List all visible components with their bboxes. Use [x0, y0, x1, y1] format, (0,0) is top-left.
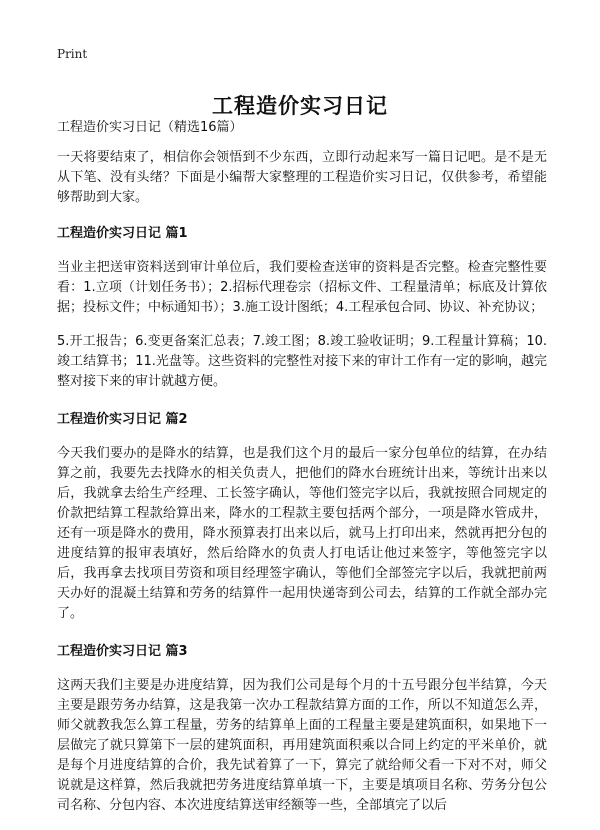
- page-title: 工程造价实习日记: [212, 94, 388, 119]
- section-heading: 工程造价实习日记 篇2: [57, 412, 188, 427]
- section-paragraph: 5.开工报告；6.变更备案汇总表；7.竣工图；8.竣工验收证明；9.工程量计算稿；10.竣工结算书；11.光盘等。这些资料的完整性对接下来的审计工作有一定的影响，越完整对接下来的审计就越方便。: [57, 334, 547, 389]
- section-heading: 工程造价实习日记 篇3: [57, 644, 188, 659]
- section-paragraph: 今天我们要办的是降水的结算，也是我们这个月的最后一家分包单位的结算，在办结算之前，我要先去找降水的相关负责人，把他们的降水台班统计出来，等统计出来以后，我就拿去给生产经理、工长签字确认，等他们签完字以后，我就按照合同规定的价款把结算工程款给算出来，降水的工程款主要包括两个部分，一项是降水管成井，还有一项是降水的费用，降水预算表打出来以后，就马上打印出来，然就再把分包的进度结算的报审表填好，然后给降水的负责人打电话让他过来签字，等他签完字以后，我再拿去找项目劳资和项目经理签字确认，等他们全部签完字以后，我就把前两天办好的混凝土结算和劳务的结算件一起用快递寄到公司去，结算的工作就全部办完了。: [57, 446, 547, 621]
- section-3: [57, 642, 547, 816]
- section-1: [57, 224, 547, 392]
- section-paragraph: 当业主把送审资料送到审计单位后，我们要检查送审的资料是否完整。检查完整性要看：1.立项（计划任务书）；2.招标代理卷宗（招标文件、工程量清单；标底及计算依据；投标文件；中标通知书）；3.施工设计图纸；4.工程承包合同、协议、补充协议；: [57, 260, 547, 315]
- section-2: [57, 410, 547, 624]
- section-heading: 工程造价实习日记 篇1: [57, 226, 188, 241]
- print-label[interactable]: Print: [57, 47, 88, 61]
- intro-paragraph: 一天将要结束了，相信你会领悟到不少东西，立即行动起来写一篇日记吧。是不是无从下笔、没有头绪？下面是小编帮大家整理的工程造价实习日记，仅供参考，希望能够帮助到大家。: [57, 150, 547, 205]
- document-body: [57, 118, 547, 830]
- section-paragraph: 这两天我们主要是办进度结算，因为我们公司是每个月的十五号跟分包半结算，今天主要是跟劳务办结算，这是我第一次办工程款结算方面的工作，所以不知道怎么弄，师父就教我怎么算工程量，劳务的结算单上面的工程量主要是建筑面积，如果地下一层做完了就只算第下一层的建筑面积，再用建筑面积乘以合同上约定的平米单价，就是每个月进度结算的合价，我先试着算了一下，算完了就给师父看一下对不对，师父说就是这样算，然后我就把劳务进度结算单填一下，主要是填项目名称、劳务分包公司名称、分包内容、本次进度结算送审经额等一些，全部填完了以后: [57, 678, 547, 813]
- document-subtitle: 工程造价实习日记（精选16篇）: [57, 120, 243, 135]
